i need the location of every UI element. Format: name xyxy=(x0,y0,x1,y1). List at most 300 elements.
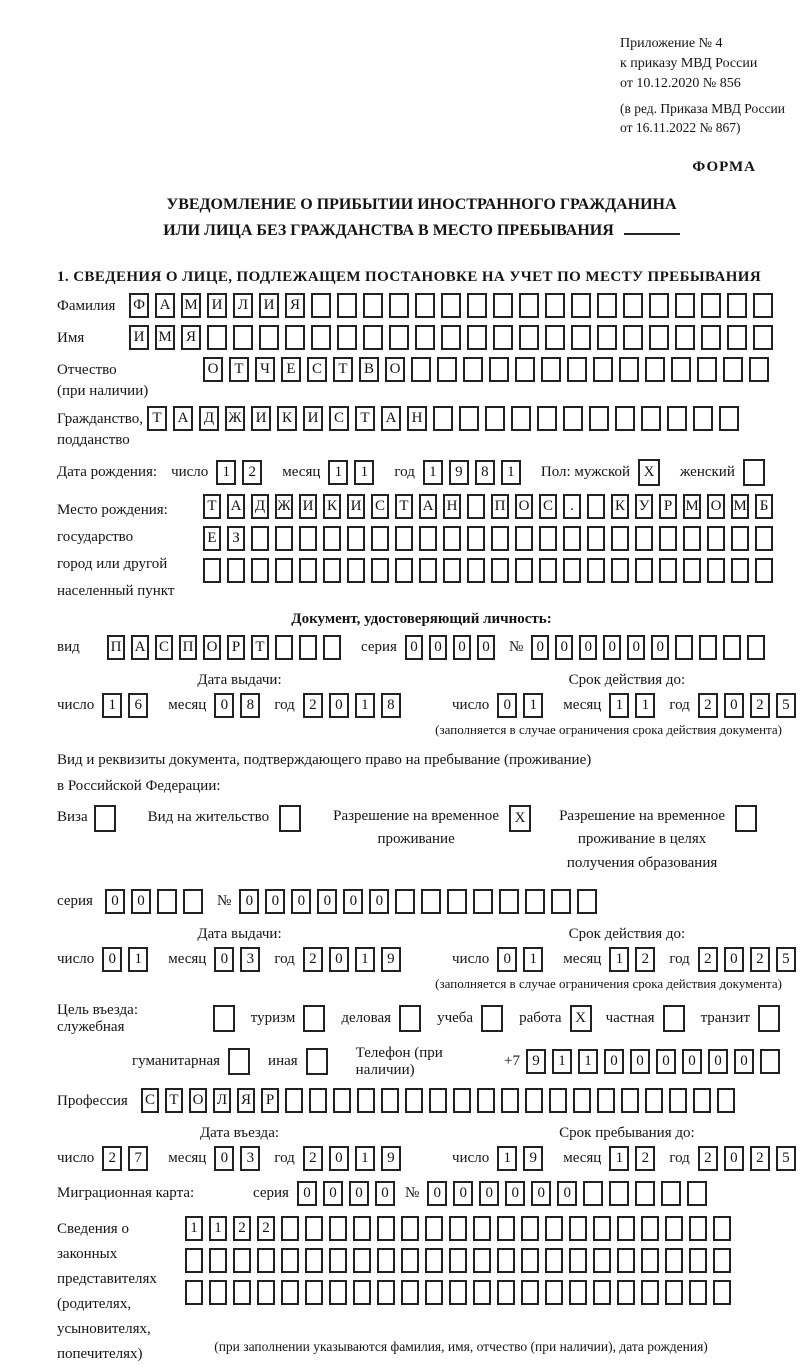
form-cell[interactable] xyxy=(549,1088,567,1113)
form-cell[interactable] xyxy=(279,805,301,832)
form-cell[interactable]: 5 xyxy=(776,693,796,718)
form-cell[interactable]: 2 xyxy=(303,1146,323,1171)
form-cell[interactable] xyxy=(753,325,773,350)
form-cell[interactable] xyxy=(735,805,757,832)
form-cell[interactable] xyxy=(421,889,441,914)
form-cell[interactable] xyxy=(641,406,661,431)
form-cell[interactable]: 0 xyxy=(405,635,423,660)
form-cell[interactable] xyxy=(731,526,749,551)
form-cell[interactable] xyxy=(257,1248,275,1273)
form-cell[interactable] xyxy=(515,526,533,551)
form-cell[interactable] xyxy=(306,1048,328,1075)
form-cell[interactable] xyxy=(481,1005,503,1032)
form-cell[interactable] xyxy=(94,805,116,832)
form-cell[interactable] xyxy=(689,1248,707,1273)
checkbox-purpose-tourism[interactable] xyxy=(303,1005,331,1032)
form-cell[interactable] xyxy=(401,1248,419,1273)
form-cell[interactable] xyxy=(587,558,605,583)
form-cell[interactable]: В xyxy=(359,357,379,382)
form-cell[interactable]: Л xyxy=(233,293,253,318)
form-cell[interactable] xyxy=(281,1280,299,1305)
permit-number-cells[interactable] xyxy=(239,889,603,914)
form-cell[interactable]: 1 xyxy=(501,460,521,485)
form-cell[interactable] xyxy=(281,1216,299,1241)
rep-cells-row3[interactable] xyxy=(185,1280,737,1305)
form-cell[interactable] xyxy=(209,1248,227,1273)
form-cell[interactable] xyxy=(521,1216,539,1241)
migr-number-cells[interactable] xyxy=(427,1181,713,1206)
form-cell[interactable]: П xyxy=(107,635,125,660)
permit-valid-day-cells[interactable] xyxy=(497,947,549,972)
form-cell[interactable]: И xyxy=(303,406,323,431)
form-cell[interactable]: М xyxy=(731,494,749,519)
form-cell[interactable] xyxy=(329,1216,347,1241)
form-cell[interactable]: X xyxy=(570,1005,592,1032)
form-cell[interactable]: 2 xyxy=(635,1146,655,1171)
permit-issue-day-cells[interactable] xyxy=(102,947,154,972)
form-cell[interactable]: 0 xyxy=(329,947,349,972)
form-cell[interactable] xyxy=(743,459,765,486)
form-cell[interactable] xyxy=(209,1280,227,1305)
form-cell[interactable]: С xyxy=(539,494,557,519)
form-cell[interactable] xyxy=(251,558,269,583)
form-cell[interactable]: Т xyxy=(203,494,221,519)
stay-year-cells[interactable] xyxy=(698,1146,802,1171)
form-cell[interactable] xyxy=(675,325,695,350)
form-cell[interactable] xyxy=(567,357,587,382)
form-cell[interactable] xyxy=(519,293,539,318)
birthplace-cells-row1[interactable] xyxy=(203,494,779,519)
form-cell[interactable] xyxy=(333,1088,351,1113)
form-cell[interactable] xyxy=(353,1248,371,1273)
birthplace-cells-row2[interactable] xyxy=(203,526,779,551)
form-cell[interactable] xyxy=(425,1248,443,1273)
form-cell[interactable] xyxy=(447,889,467,914)
birth-month-cells[interactable] xyxy=(328,460,380,485)
form-cell[interactable] xyxy=(587,494,605,519)
form-cell[interactable] xyxy=(623,293,643,318)
birthplace-cells-row3[interactable] xyxy=(203,558,779,583)
form-cell[interactable] xyxy=(395,526,413,551)
form-cell[interactable]: 0 xyxy=(239,889,259,914)
patronymic-cells[interactable] xyxy=(203,357,775,382)
form-cell[interactable]: 0 xyxy=(329,693,349,718)
form-cell[interactable]: Т xyxy=(355,406,375,431)
doc-series-cells[interactable] xyxy=(405,635,501,660)
form-cell[interactable] xyxy=(275,526,293,551)
form-cell[interactable] xyxy=(323,558,341,583)
form-cell[interactable] xyxy=(707,526,725,551)
form-cell[interactable] xyxy=(285,325,305,350)
form-cell[interactable] xyxy=(713,1280,731,1305)
form-cell[interactable] xyxy=(353,1216,371,1241)
checkbox-purpose-private[interactable] xyxy=(663,1005,691,1032)
form-cell[interactable] xyxy=(429,1088,447,1113)
form-cell[interactable]: К xyxy=(611,494,629,519)
form-cell[interactable] xyxy=(449,1216,467,1241)
form-cell[interactable] xyxy=(641,1216,659,1241)
citizenship-cells[interactable] xyxy=(147,406,745,431)
form-cell[interactable]: 1 xyxy=(609,1146,629,1171)
form-cell[interactable] xyxy=(275,558,293,583)
form-cell[interactable]: О xyxy=(515,494,533,519)
form-cell[interactable] xyxy=(563,558,581,583)
stay-day-cells[interactable] xyxy=(497,1146,549,1171)
form-cell[interactable]: 1 xyxy=(355,947,375,972)
form-cell[interactable] xyxy=(453,1088,471,1113)
form-cell[interactable] xyxy=(719,406,739,431)
form-cell[interactable]: О xyxy=(385,357,405,382)
form-cell[interactable] xyxy=(449,1248,467,1273)
form-cell[interactable]: 0 xyxy=(479,1181,499,1206)
form-cell[interactable] xyxy=(593,1216,611,1241)
form-cell[interactable] xyxy=(491,526,509,551)
form-cell[interactable] xyxy=(615,406,635,431)
checkbox-purpose-humanitarian[interactable] xyxy=(228,1048,256,1075)
form-cell[interactable] xyxy=(185,1248,203,1273)
form-cell[interactable] xyxy=(337,325,357,350)
permit-valid-month-cells[interactable] xyxy=(609,947,661,972)
form-cell[interactable]: 2 xyxy=(303,693,323,718)
form-cell[interactable] xyxy=(381,1088,399,1113)
form-cell[interactable] xyxy=(401,1280,419,1305)
form-cell[interactable] xyxy=(569,1280,587,1305)
form-cell[interactable] xyxy=(467,293,487,318)
form-cell[interactable]: Н xyxy=(407,406,427,431)
form-cell[interactable] xyxy=(537,406,557,431)
form-cell[interactable]: 0 xyxy=(724,693,744,718)
form-cell[interactable]: 0 xyxy=(375,1181,395,1206)
form-cell[interactable]: С xyxy=(141,1088,159,1113)
form-cell[interactable]: 2 xyxy=(698,1146,718,1171)
form-cell[interactable]: О xyxy=(203,635,221,660)
form-cell[interactable]: 1 xyxy=(552,1049,572,1074)
form-cell[interactable]: 0 xyxy=(214,693,234,718)
form-cell[interactable] xyxy=(755,558,773,583)
form-cell[interactable]: О xyxy=(707,494,725,519)
form-cell[interactable]: Т xyxy=(333,357,353,382)
form-cell[interactable] xyxy=(511,406,531,431)
form-cell[interactable]: 1 xyxy=(355,693,375,718)
doc-valid-month-cells[interactable] xyxy=(609,693,661,718)
form-cell[interactable]: 1 xyxy=(523,947,543,972)
form-cell[interactable] xyxy=(377,1280,395,1305)
form-cell[interactable] xyxy=(329,1248,347,1273)
form-cell[interactable] xyxy=(467,558,485,583)
form-cell[interactable]: 3 xyxy=(240,1146,260,1171)
doc-issue-year-cells[interactable] xyxy=(303,693,407,718)
form-cell[interactable] xyxy=(401,1216,419,1241)
form-cell[interactable]: П xyxy=(491,494,509,519)
form-cell[interactable] xyxy=(589,406,609,431)
form-cell[interactable] xyxy=(699,635,717,660)
form-cell[interactable]: Т xyxy=(229,357,249,382)
form-cell[interactable] xyxy=(731,558,749,583)
form-cell[interactable]: 9 xyxy=(523,1146,543,1171)
form-cell[interactable]: 1 xyxy=(635,693,655,718)
form-cell[interactable] xyxy=(357,1088,375,1113)
form-cell[interactable] xyxy=(347,558,365,583)
form-cell[interactable] xyxy=(577,889,597,914)
form-cell[interactable] xyxy=(689,1216,707,1241)
form-cell[interactable] xyxy=(501,1088,519,1113)
form-cell[interactable] xyxy=(347,526,365,551)
form-cell[interactable] xyxy=(377,1216,395,1241)
form-cell[interactable] xyxy=(425,1280,443,1305)
form-cell[interactable]: 0 xyxy=(369,889,389,914)
form-cell[interactable] xyxy=(597,1088,615,1113)
form-cell[interactable] xyxy=(473,1248,491,1273)
form-cell[interactable]: 0 xyxy=(627,635,645,660)
form-cell[interactable]: С xyxy=(307,357,327,382)
form-cell[interactable] xyxy=(723,635,741,660)
name-cells[interactable] xyxy=(129,325,779,350)
form-cell[interactable]: А xyxy=(155,293,175,318)
form-cell[interactable]: 0 xyxy=(604,1049,624,1074)
form-cell[interactable] xyxy=(701,325,721,350)
form-cell[interactable] xyxy=(233,325,253,350)
permit-series-cells[interactable] xyxy=(105,889,209,914)
form-cell[interactable] xyxy=(541,357,561,382)
form-cell[interactable] xyxy=(611,558,629,583)
form-cell[interactable]: И xyxy=(207,293,227,318)
form-cell[interactable] xyxy=(617,1280,635,1305)
form-cell[interactable]: 0 xyxy=(630,1049,650,1074)
form-cell[interactable]: Р xyxy=(261,1088,279,1113)
form-cell[interactable]: 0 xyxy=(343,889,363,914)
form-cell[interactable] xyxy=(665,1216,683,1241)
form-cell[interactable] xyxy=(545,293,565,318)
form-cell[interactable] xyxy=(233,1280,251,1305)
form-cell[interactable]: 2 xyxy=(750,947,770,972)
doc-number-cells[interactable] xyxy=(531,635,771,660)
form-cell[interactable]: 1 xyxy=(102,693,122,718)
form-cell[interactable]: Д xyxy=(199,406,219,431)
form-cell[interactable] xyxy=(157,889,177,914)
checkbox-purpose-other[interactable] xyxy=(306,1048,334,1075)
form-cell[interactable]: X xyxy=(638,459,660,486)
form-cell[interactable]: 1 xyxy=(209,1216,227,1241)
form-cell[interactable]: 2 xyxy=(102,1146,122,1171)
form-cell[interactable]: 9 xyxy=(526,1049,546,1074)
entry-month-cells[interactable] xyxy=(214,1146,266,1171)
form-cell[interactable] xyxy=(593,1248,611,1273)
form-cell[interactable]: Т xyxy=(147,406,167,431)
form-cell[interactable]: С xyxy=(155,635,173,660)
form-cell[interactable]: Я xyxy=(181,325,201,350)
form-cell[interactable]: 9 xyxy=(381,947,401,972)
form-cell[interactable]: 0 xyxy=(323,1181,343,1206)
form-cell[interactable]: 2 xyxy=(303,947,323,972)
form-cell[interactable] xyxy=(323,635,341,660)
form-cell[interactable] xyxy=(299,558,317,583)
form-cell[interactable]: Р xyxy=(659,494,677,519)
form-cell[interactable] xyxy=(419,526,437,551)
checkbox-visa[interactable] xyxy=(94,805,122,832)
checkbox-female[interactable] xyxy=(743,459,771,486)
form-cell[interactable]: Б xyxy=(755,494,773,519)
form-cell[interactable] xyxy=(693,406,713,431)
form-cell[interactable]: 0 xyxy=(131,889,151,914)
form-cell[interactable]: 1 xyxy=(128,947,148,972)
form-cell[interactable] xyxy=(723,357,743,382)
form-cell[interactable] xyxy=(441,293,461,318)
form-cell[interactable]: 0 xyxy=(349,1181,369,1206)
form-cell[interactable] xyxy=(669,1088,687,1113)
birth-year-cells[interactable] xyxy=(423,460,527,485)
form-cell[interactable]: М xyxy=(155,325,175,350)
form-cell[interactable] xyxy=(497,1216,515,1241)
form-cell[interactable]: 0 xyxy=(105,889,125,914)
form-cell[interactable]: 0 xyxy=(214,1146,234,1171)
form-cell[interactable]: Ж xyxy=(275,494,293,519)
form-cell[interactable]: 0 xyxy=(531,635,549,660)
form-cell[interactable]: Е xyxy=(281,357,301,382)
rep-cells-row1[interactable] xyxy=(185,1216,737,1241)
form-cell[interactable]: 0 xyxy=(297,1181,317,1206)
stay-month-cells[interactable] xyxy=(609,1146,661,1171)
form-cell[interactable] xyxy=(659,526,677,551)
form-cell[interactable] xyxy=(569,1216,587,1241)
form-cell[interactable] xyxy=(635,526,653,551)
form-cell[interactable]: 9 xyxy=(381,1146,401,1171)
form-cell[interactable] xyxy=(389,293,409,318)
form-cell[interactable]: 1 xyxy=(328,460,348,485)
form-cell[interactable] xyxy=(621,1088,639,1113)
form-cell[interactable] xyxy=(203,558,221,583)
form-cell[interactable]: 0 xyxy=(555,635,573,660)
form-cell[interactable] xyxy=(473,1216,491,1241)
form-cell[interactable]: 3 xyxy=(240,947,260,972)
form-cell[interactable]: Л xyxy=(213,1088,231,1113)
form-cell[interactable] xyxy=(727,325,747,350)
form-cell[interactable] xyxy=(425,1216,443,1241)
form-cell[interactable] xyxy=(449,1280,467,1305)
birth-day-cells[interactable] xyxy=(216,460,268,485)
form-cell[interactable] xyxy=(758,1005,780,1032)
form-cell[interactable] xyxy=(499,889,519,914)
form-cell[interactable] xyxy=(463,357,483,382)
form-cell[interactable]: 1 xyxy=(355,1146,375,1171)
form-cell[interactable]: 1 xyxy=(523,693,543,718)
migr-series-cells[interactable] xyxy=(297,1181,401,1206)
form-cell[interactable] xyxy=(707,558,725,583)
form-cell[interactable] xyxy=(371,526,389,551)
form-cell[interactable]: П xyxy=(179,635,197,660)
form-cell[interactable] xyxy=(563,526,581,551)
form-cell[interactable]: 0 xyxy=(477,635,495,660)
form-cell[interactable]: М xyxy=(683,494,701,519)
form-cell[interactable] xyxy=(593,1280,611,1305)
form-cell[interactable]: 0 xyxy=(531,1181,551,1206)
form-cell[interactable] xyxy=(753,293,773,318)
form-cell[interactable]: 0 xyxy=(427,1181,447,1206)
form-cell[interactable]: 1 xyxy=(497,1146,517,1171)
form-cell[interactable] xyxy=(545,1216,563,1241)
form-cell[interactable]: С xyxy=(371,494,389,519)
form-cell[interactable] xyxy=(597,293,617,318)
form-cell[interactable]: 0 xyxy=(102,947,122,972)
form-cell[interactable] xyxy=(323,526,341,551)
form-cell[interactable] xyxy=(485,406,505,431)
form-cell[interactable] xyxy=(285,1088,303,1113)
checkbox-purpose-business[interactable] xyxy=(399,1005,427,1032)
form-cell[interactable]: 0 xyxy=(453,1181,473,1206)
form-cell[interactable]: 5 xyxy=(776,947,796,972)
form-cell[interactable]: 0 xyxy=(505,1181,525,1206)
checkbox-purpose-study[interactable] xyxy=(481,1005,509,1032)
form-cell[interactable]: 1 xyxy=(185,1216,203,1241)
form-cell[interactable] xyxy=(305,1216,323,1241)
form-cell[interactable] xyxy=(415,325,435,350)
form-cell[interactable]: 1 xyxy=(216,460,236,485)
form-cell[interactable] xyxy=(749,357,769,382)
form-cell[interactable] xyxy=(663,1005,685,1032)
form-cell[interactable] xyxy=(683,526,701,551)
form-cell[interactable] xyxy=(363,325,383,350)
form-cell[interactable] xyxy=(371,558,389,583)
checkbox-male[interactable] xyxy=(638,459,666,486)
form-cell[interactable] xyxy=(395,558,413,583)
form-cell[interactable] xyxy=(641,1248,659,1273)
form-cell[interactable]: И xyxy=(251,406,271,431)
form-cell[interactable] xyxy=(569,1248,587,1273)
form-cell[interactable]: И xyxy=(259,293,279,318)
form-cell[interactable] xyxy=(521,1280,539,1305)
form-cell[interactable] xyxy=(299,635,317,660)
form-cell[interactable] xyxy=(363,293,383,318)
form-cell[interactable]: 0 xyxy=(497,947,517,972)
form-cell[interactable]: 1 xyxy=(578,1049,598,1074)
form-cell[interactable] xyxy=(473,1280,491,1305)
doc-issue-day-cells[interactable] xyxy=(102,693,154,718)
form-cell[interactable] xyxy=(433,406,453,431)
form-cell[interactable] xyxy=(395,889,415,914)
form-cell[interactable]: И xyxy=(347,494,365,519)
form-cell[interactable] xyxy=(251,526,269,551)
form-cell[interactable] xyxy=(525,889,545,914)
form-cell[interactable] xyxy=(489,357,509,382)
form-cell[interactable] xyxy=(597,325,617,350)
form-cell[interactable]: 6 xyxy=(128,693,148,718)
form-cell[interactable]: А xyxy=(381,406,401,431)
form-cell[interactable]: Ч xyxy=(255,357,275,382)
entry-year-cells[interactable] xyxy=(303,1146,407,1171)
form-cell[interactable] xyxy=(419,558,437,583)
form-cell[interactable] xyxy=(635,558,653,583)
form-cell[interactable]: Ж xyxy=(225,406,245,431)
form-cell[interactable] xyxy=(459,406,479,431)
form-cell[interactable]: 0 xyxy=(265,889,285,914)
form-cell[interactable]: 0 xyxy=(557,1181,577,1206)
form-cell[interactable] xyxy=(441,325,461,350)
form-cell[interactable]: Я xyxy=(237,1088,255,1113)
form-cell[interactable] xyxy=(617,1248,635,1273)
form-cell[interactable] xyxy=(183,889,203,914)
checkbox-purpose-transit[interactable] xyxy=(758,1005,786,1032)
form-cell[interactable] xyxy=(617,1216,635,1241)
form-cell[interactable]: М xyxy=(181,293,201,318)
doc-type-cells[interactable] xyxy=(107,635,347,660)
form-cell[interactable] xyxy=(539,558,557,583)
form-cell[interactable] xyxy=(689,1280,707,1305)
form-cell[interactable]: 0 xyxy=(453,635,471,660)
form-cell[interactable]: 0 xyxy=(317,889,337,914)
form-cell[interactable] xyxy=(473,889,493,914)
form-cell[interactable]: 0 xyxy=(497,693,517,718)
form-cell[interactable] xyxy=(665,1248,683,1273)
form-cell[interactable] xyxy=(649,293,669,318)
